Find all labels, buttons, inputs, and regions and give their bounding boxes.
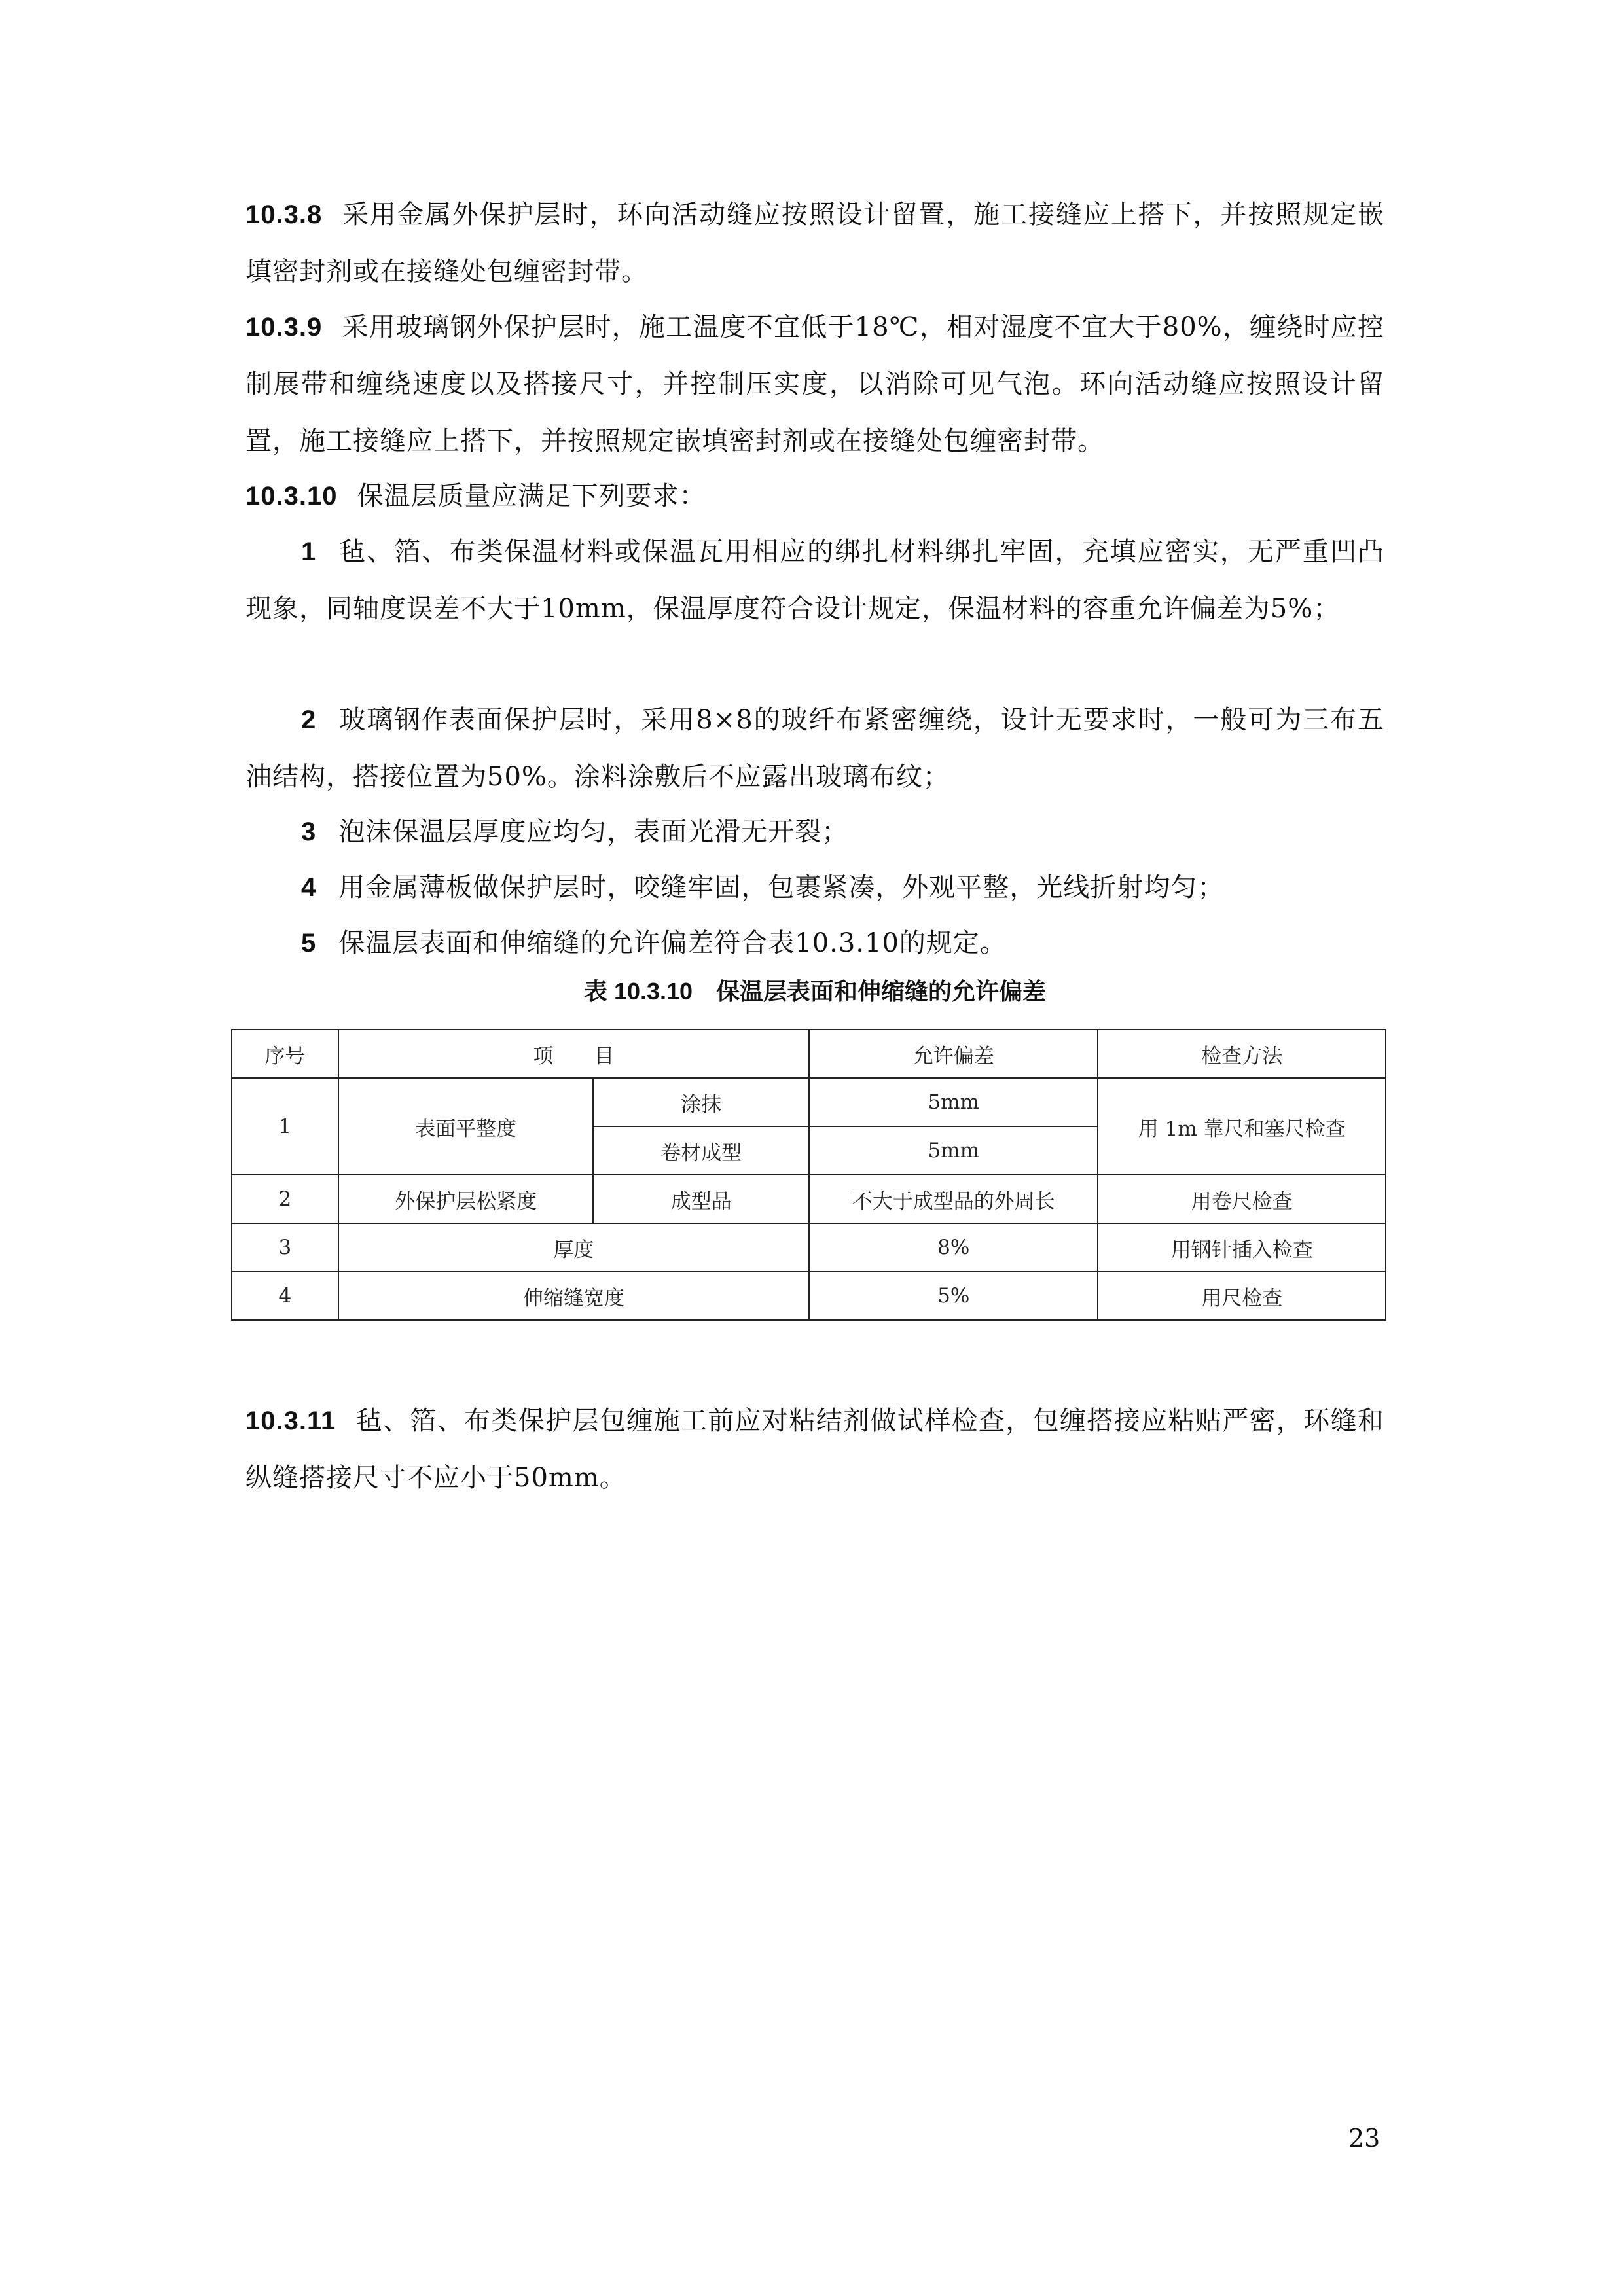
- list-item: [245, 524, 1384, 637]
- cell-method: 用卷尺检查: [1098, 1175, 1386, 1223]
- list-item: [245, 804, 1384, 861]
- list-item: [245, 692, 1384, 806]
- cell-seq: 1: [232, 1078, 338, 1175]
- cell-item: 厚度: [338, 1223, 809, 1272]
- table-row: [232, 1272, 1386, 1320]
- item-text: 保温层表面和伸缩缝的允许偏差符合表10.3.10的规定。: [338, 928, 1007, 958]
- cell-method: 用尺检查: [1098, 1272, 1386, 1320]
- cell-seq: 3: [232, 1223, 338, 1272]
- header-method: 检查方法: [1098, 1030, 1386, 1078]
- clause-text: 采用玻璃钢外保护层时，施工温度不宜低于18℃，相对湿度不宜大于80%，缠绕时应控制展带和缠绕速度以及搭接尺寸，并控制压实度，以消除可见气泡。环向活动缝应按照设计留置，施工接缝应上搭下，并按照规定嵌填密封剂或在接缝处包缠密封带。: [245, 312, 1384, 456]
- clause-10-3-9: [245, 299, 1384, 470]
- table-row: [232, 1175, 1386, 1223]
- cell-seq: 2: [232, 1175, 338, 1223]
- table-caption: 表 10.3.10 保温层表面和伸缩缝的允许偏差: [583, 978, 1047, 1005]
- item-text: 玻璃钢作表面保护层时，采用8×8的玻纤布紧密缠绕，设计无要求时，一般可为三布五油结构，搭接位置为50%。涂料涂敷后不应露出玻璃布纹；: [245, 705, 1384, 792]
- table-header-row: [232, 1030, 1386, 1078]
- cell-seq: 4: [232, 1272, 338, 1320]
- header-item: 项 目: [338, 1030, 809, 1078]
- header-seq: 序号: [232, 1030, 338, 1078]
- clause-10-3-10: [245, 468, 1384, 525]
- cell-subitem: 涂抹: [593, 1078, 809, 1126]
- cell-item: 表面平整度: [338, 1078, 594, 1175]
- clause-text: 采用金属外保护层时，环向活动缝应按照设计留置，施工接缝应上搭下，并按照规定嵌填密封剂或在接缝处包缠密封带。: [245, 200, 1384, 287]
- cell-tolerance: 5mm: [809, 1078, 1098, 1126]
- cell-method: 用钢针插入检查: [1098, 1223, 1386, 1272]
- cell-item: 外保护层松紧度: [338, 1175, 594, 1223]
- cell-tolerance: 8%: [809, 1223, 1098, 1272]
- clause-text: 毡、箔、布类保护层包缠施工前应对粘结剂做试样检查，包缠搭接应粘贴严密，环缝和纵缝搭接尺寸不应小于50mm。: [245, 1406, 1384, 1493]
- table-row: [232, 1223, 1386, 1272]
- clause-10-3-11: [245, 1393, 1384, 1507]
- page-number: 23: [1348, 2124, 1380, 2153]
- item-number: 4: [301, 873, 317, 902]
- item-number: 1: [301, 537, 317, 566]
- item-text: 毡、箔、布类保温材料或保温瓦用相应的绑扎材料绑扎牢固，充填应密实，无严重凹凸现象，同轴度误差不大于10mm，保温厚度符合设计规定，保温材料的容重允许偏差为5%；: [245, 537, 1384, 624]
- item-number: 3: [301, 817, 317, 846]
- cell-subitem: 卷材成型: [593, 1126, 809, 1175]
- item-number: 5: [301, 929, 317, 958]
- cell-item: 伸缩缝宽度: [338, 1272, 809, 1320]
- table-row: [232, 1078, 1386, 1126]
- cell-tolerance: 5%: [809, 1272, 1098, 1320]
- clause-number: 10.3.8: [245, 200, 323, 229]
- list-item: [245, 859, 1384, 916]
- cell-method: 用 1m 靠尺和塞尺检查: [1098, 1078, 1386, 1175]
- cell-tolerance: 不大于成型品的外周长: [809, 1175, 1098, 1223]
- cell-tolerance: 5mm: [809, 1126, 1098, 1175]
- clause-number: 10.3.11: [245, 1407, 336, 1435]
- item-text: 用金属薄板做保护层时，咬缝牢固，包裹紧凑，外观平整，光线折射均匀；: [338, 872, 1225, 903]
- clause-number: 10.3.9: [245, 313, 323, 342]
- list-item: [245, 915, 1384, 972]
- item-number: 2: [301, 706, 317, 734]
- clause-number: 10.3.10: [245, 482, 338, 511]
- clause-text: 保温层质量应满足下列要求：: [357, 481, 706, 511]
- item-text: 泡沫保温层厚度应均匀，表面光滑无开裂；: [338, 817, 849, 847]
- tolerance-table: [231, 1029, 1386, 1321]
- header-tolerance: 允许偏差: [809, 1030, 1098, 1078]
- cell-subitem: 成型品: [593, 1175, 809, 1223]
- clause-10-3-8: [245, 187, 1384, 300]
